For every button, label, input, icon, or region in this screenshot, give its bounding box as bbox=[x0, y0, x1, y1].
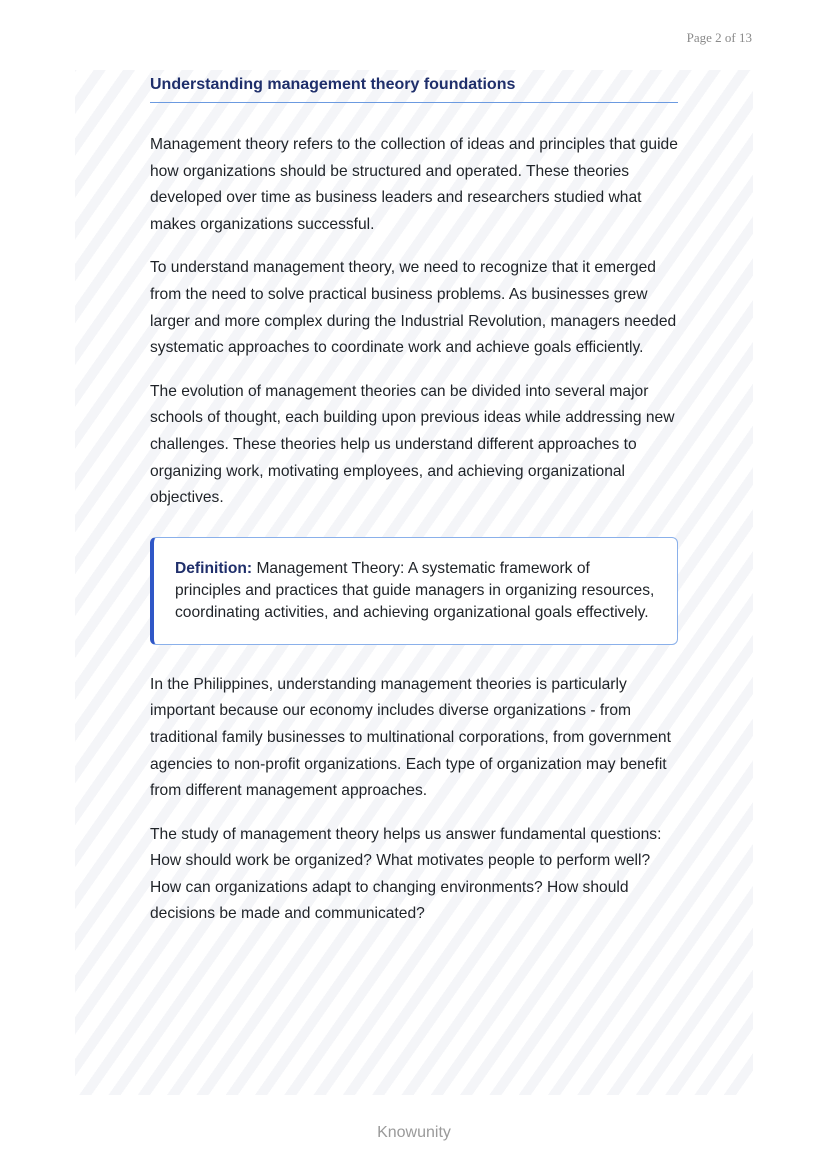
paragraph-philippines: In the Philippines, understanding management theories is particularly important because our economy includes diverse organizations - from traditional family businesses to multinational corporations, from government agencies to non-profit organizations. Each type of organization may benefit from different management approaches. bbox=[150, 675, 671, 800]
definition-text: Management Theory: A systematic framework of principles and practices that guide managers in organizing resources, coordinating activities, and achieving organizational goals effectively. bbox=[175, 559, 655, 621]
section-title: Understanding management theory foundations bbox=[150, 76, 678, 103]
definition-label: Definition: bbox=[175, 559, 253, 577]
document-body bbox=[150, 76, 678, 928]
paragraph-origins: To understand management theory, we need to recognize that it emerged from the need to solve practical business problems. As businesses grew larger and more complex during the Industrial Revolution, managers needed systematic approaches to coordinate work and achieve goals efficiently. bbox=[150, 259, 677, 357]
footer-brand: Knowunity bbox=[377, 1124, 451, 1141]
paragraph-questions: The study of management theory helps us answer fundamental questions: How should work be organized? What motivates people to perform well? How can organizations adapt to changing environments? How should decisions be made and communicated? bbox=[150, 825, 662, 923]
paragraph-intro: Management theory refers to the collection of ideas and principles that guide how organizations should be structured and operated. These theories developed over time as business leaders and researchers studied what makes organizations successful. bbox=[150, 136, 678, 233]
page-number: Page 2 of 13 bbox=[686, 30, 752, 45]
paragraph-evolution: The evolution of management theories can be divided into several major schools of thought, each building upon previous ideas while addressing new challenges. These theories help us understand different approaches to organizing work, motivating employees, and achieving organizational objectives. bbox=[150, 382, 675, 507]
definition-box bbox=[150, 537, 678, 645]
